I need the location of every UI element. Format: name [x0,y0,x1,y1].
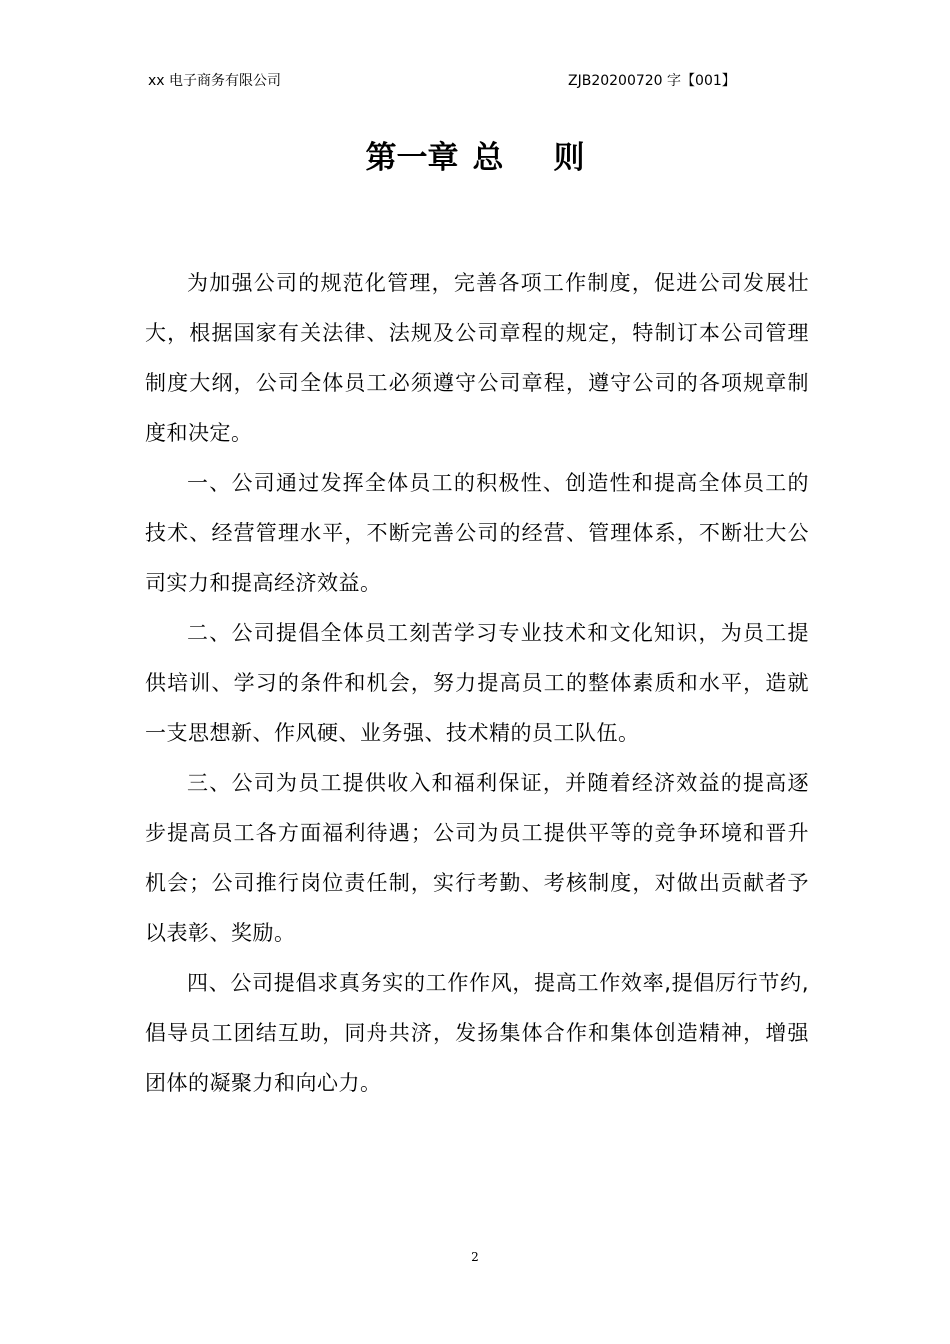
document-body [145,258,809,1108]
paragraph-article-3: 三、公司为员工提供收入和福利保证，并随着经济效益的提高逐步提高员工各方面福利待遇；公司为员工提供平等的竞争环境和晋升机会；公司推行岗位责任制，实行考勤、考核制度，对做出贡献者予以表彰、奖励。 [145,771,809,945]
company-name: xx 电子商务有限公司 [148,73,282,89]
page-number: 2 [471,1250,479,1264]
chapter-number: 第一章 [365,140,459,176]
chapter-title-part1: 总 [472,140,504,176]
chapter-title [0,132,950,177]
chapter-title-part2: 则 [553,140,585,176]
paragraph-article-4: 四、公司提倡求真务实的工作作风，提高工作效率,提倡厉行节约,倡导员工团结互助，同舟共济，发扬集体合作和集体创造精神，增强团体的凝聚力和向心力。 [145,971,809,1095]
document-number: ZJB20200720 字【001】 [568,73,736,89]
paragraph-article-1: 一、公司通过发挥全体员工的积极性、创造性和提高全体员工的技术、经营管理水平，不断完善公司的经营、管理体系，不断壮大公司实力和提高经济效益。 [145,471,809,595]
paragraph-article-2: 二、公司提倡全体员工刻苦学习专业技术和文化知识，为员工提供培训、学习的条件和机会，努力提高员工的整体素质和水平，造就一支思想新、作风硬、业务强、技术精的员工队伍。 [145,621,809,745]
paragraph-intro: 为加强公司的规范化管理，完善各项工作制度，促进公司发展壮大，根据国家有关法律、法规及公司章程的规定，特制订本公司管理制度大纲，公司全体员工必须遵守公司章程，遵守公司的各项规章制度和决定。 [145,271,809,445]
